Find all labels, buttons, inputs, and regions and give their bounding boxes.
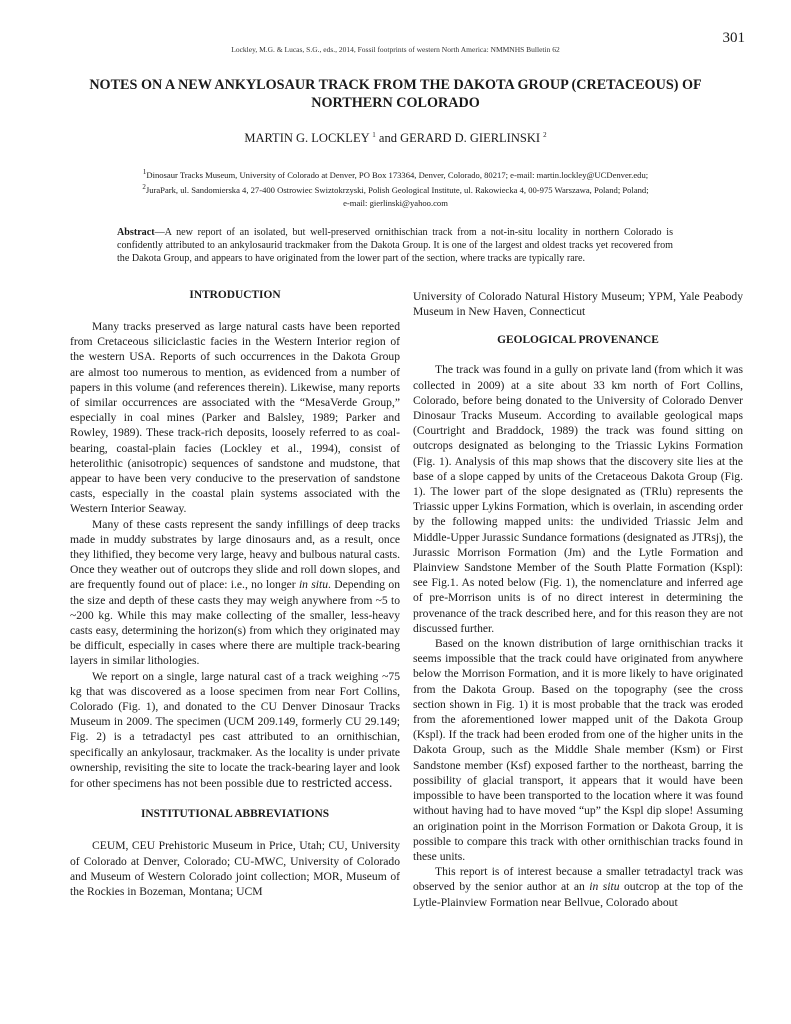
paper-title: NOTES ON A NEW ANKYLOSAUR TRACK FROM THE DAKOTA GROUP (CRETACEOUS) OF NORTHERN COLORADO	[89, 77, 702, 111]
right-column	[413, 289, 743, 910]
running-header: Lockley, M.G. & Lucas, S.G., eds., 2014, Fossil footprints of western North America: NMMNHS Bulletin 62	[231, 45, 560, 54]
affiliation-marker: 1	[142, 168, 147, 176]
paragraph: Many tracks preserved as large natural casts have been reported from Cretaceous siliciclastic facies in the Western Interior region of the western USA. Reports of such occurrences in the Dakota Group are almost too numerous to mention, as evidenced from a number of papers in this volume (and references therein). Likewise, many reports of similar occurrences are associated with the “MesaVerde Group,” especially in coal mines (Parker and Balsley, 1989; Parker and Rowley, 1989). These track-rich deposits, loosely referred to as coal-bearing, coastal-plain facies (Lockley et al., 1994), consist of heterolithic (anisotropic) sequences of sandstone and mudstone, that appear to have been very conducive to the preservation of sandstone casts, especially in the coastal plain systems associated with the Western Interior Seaway.	[70, 320, 400, 516]
section-heading-geological-provenance: GEOLOGICAL PROVENANCE	[497, 334, 659, 347]
author-name: MARTIN G. LOCKLEY	[244, 131, 370, 146]
paragraph: Many of these casts represent the sandy infillings of deep tracks made in muddy substrates by large dinosaurs and, as a result, once they lithified, they become very large, heavy and bulbous natural casts. Once they weather out of outcrops they slide and roll down slopes, and are frequently found out of place: i.e., no longer in situ. Depending on the size and depth of these casts they may weigh anywhere from ~5 to ~200 kg. While this may make collecting of the smaller, less-heavy casts easy, determining the horizon(s) from which they originated may be difficult, especially in cases where there are multiple track-bearing layers in similar lithologies.	[70, 517, 400, 668]
italic-term: in situ	[589, 880, 620, 894]
affiliation-marker: 1	[372, 131, 376, 139]
affiliation-text: Dinosaur Tracks Museum, University of Colorado at Denver, PO Box 173364, Denver, Colorado, 80217; e-mail: martin.lockley@UCDenver.edu;	[146, 169, 649, 180]
affiliations	[90, 166, 701, 209]
affiliation-marker: 2	[142, 183, 146, 192]
affiliation-marker: 2	[543, 131, 547, 139]
paragraph: The track was found in a gully on private land (from which it was collected in 2009) at a site about 33 km north of Fort Collins, Colorado, before being donated to the University of Colorado Denver Dinosaur Tracks Museum. According to available geological maps (Courtright and Braddock, 1989) the track was found sitting on outcrops designated as belonging to the Triassic Lykins Formation (Fig. 1). Analysis of this map shows that the discovery site lies at the base of a slope capped by units of the Cretaceous Dakota Group (Fig. 1). The lower part of the slope designated as (TRlu) represents the Triassic upper Lykins Formation, which is overlain, in ascending order by the following mapped units: the undivided Triassic Jelm and Middle-Upper Jurassic Sundance formations (designated as JTRsj), the Jurassic Morrison Formation (Jm) and the Lytle Formation and Plainview Sandstone Member of the South Platte Formation (Kspl): see Fig.1. As noted below (Fig. 1), the nomenclature and inferred age of pre-Morrison units is of no direct interest in determining the provenance of the track described here, and for this reason they are not discussed further.	[413, 363, 743, 635]
left-column	[70, 288, 400, 899]
affiliation-text: e-mail: gierlinski@yahoo.com	[343, 197, 448, 208]
paragraph: This report is of interest because a smaller tetradactyl track was observed by the senior author at an in situ outcrop at the top of the Lytle-Plainview Formation near Bellvue, Colorado about	[413, 865, 743, 909]
page-number: 301	[722, 30, 745, 46]
paragraph-continued: University of Colorado Natural History Museum; YPM, Yale Peabody Museum in New Haven, Connecticut	[413, 290, 743, 319]
abstract-text: —A new report of an isolated, but well-preserved ornithischian track from a not-in-situ locality in northern Colorado is confidently attributed to an ankylosaurid trackmaker from the Dakota Group. It is one of the largest and oldest tracks yet recovered from the Dakota Group, and appears to have originated from the lower part of the section, where tracks are typically rare.	[117, 227, 673, 265]
affiliation-text: JuraPark, ul. Sandomierska 4, 27-400 Ostrowiec Swiztokrzyski, Polish Geological Institute, ul. Rakowiecka 4, 00-975 Warszawa, Poland; Poland;	[145, 185, 649, 196]
paragraph: We report on a single, large natural cast of a track weighing ~75 kg that was discovered as a loose specimen from near Fort Collins, Colorado (Fig. 1), and donated to the CU Denver Dinosaur Tracks Museum in 2009. The specimen (UCM 209.149, formerly CU 29.149; Fig. 2) is a tetradactyl pes cast attributed to an ornithischian, specifically an ankylosaur, trackmaker. As the locality is under private ownership, revisiting the site to locate the track-bearing layer and look for other specimens has not been possible due to restricted access.	[70, 669, 400, 791]
affiliation-line	[90, 181, 701, 196]
italic-term: in situ	[298, 578, 329, 592]
paragraph: Based on the known distribution of large ornithischian tracks it seems impossible that the track could have originated from anywhere below the Morrison Formation, and it is more likely to have originated from the Dakota Group. Based on the topography (see the cross section shown in Fig. 1) it is most probable that the track was eroded from the aforementioned lower mapped unit of the Dakota Group (Kspl). If the track had been eroded from one of the higher units in the Dakota Group, such as the Middle Shale member (Ksm) or First Sandstone member (Ksf) exposed farther to the northeast, barring the possibility of glacial transport, it appears that it would have been impossible to have been transported to the location where it was found without having had to have moved “up” the Kspl dip slope! Assuming an origination point in the Morrison Formation or Dakota Group, it is possible to compare this track with other ornithischian tracks found in these units.	[413, 637, 743, 863]
affiliation-line	[90, 197, 701, 210]
section-heading-abbreviations: INSTITUTIONAL ABBREVIATIONS	[140, 808, 330, 821]
abstract	[117, 226, 673, 266]
author-line	[0, 131, 791, 146]
author-name: GERARD D. GIERLINSKI	[400, 131, 541, 146]
abstract-label: Abstract	[117, 227, 155, 238]
paragraph: CEUM, CEU Prehistoric Museum in Price, Utah; CU, University of Colorado at Denver, Colorado; CU-MWC, University of Colorado and Museum of Western Colorado joint collection; MOR, Museum of the Rockies in Bozeman, Montana; UCM	[70, 839, 400, 898]
section-heading-introduction: INTRODUCTION	[189, 289, 281, 301]
author-conjunction: and	[375, 131, 401, 146]
affiliation-line	[90, 166, 701, 181]
